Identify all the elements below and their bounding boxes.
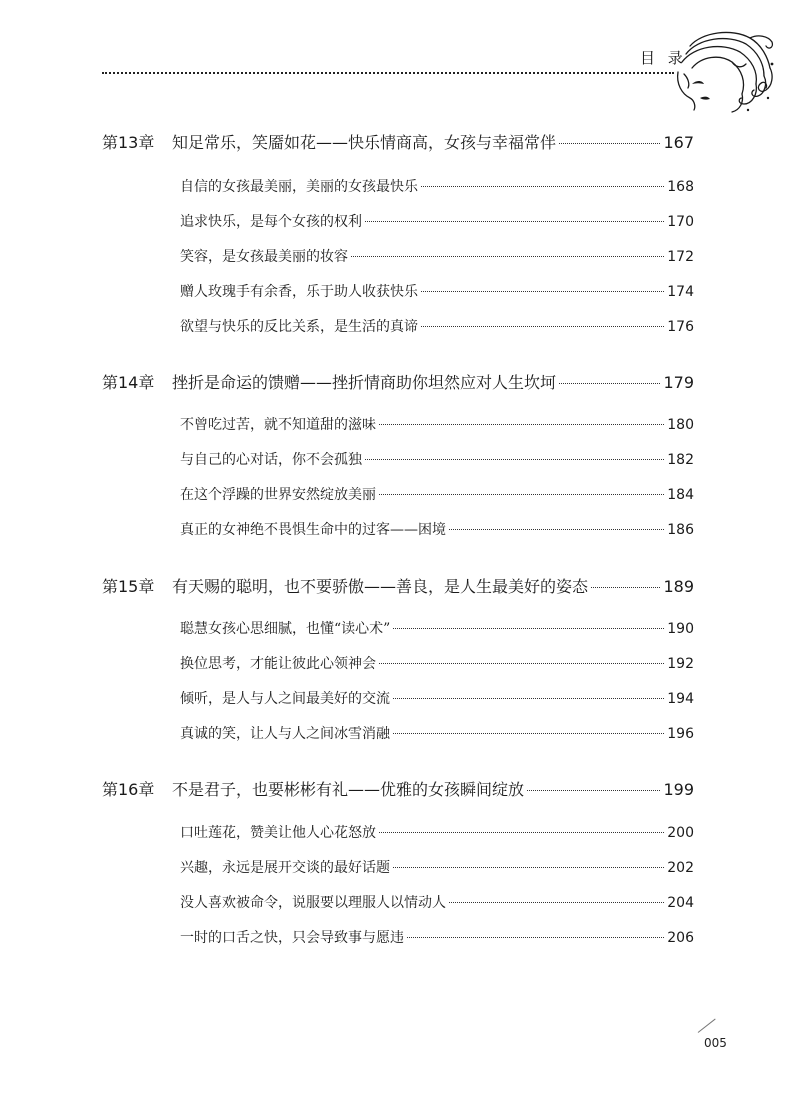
dot-leader [379, 663, 664, 664]
toc-entry-row[interactable] [180, 653, 694, 673]
chapter-page: 179 [663, 373, 694, 392]
toc-entry-row[interactable] [180, 519, 694, 539]
chapter-number: 第13章 [102, 133, 155, 152]
entry-title: 追求快乐，是每个女孩的权利 [180, 214, 362, 230]
dot-leader [393, 867, 664, 868]
entry-page: 206 [667, 930, 694, 946]
entry-page: 172 [667, 249, 694, 265]
entry-page: 200 [667, 825, 694, 841]
dot-leader [351, 256, 664, 257]
chapter-number: 第16章 [102, 780, 155, 799]
entry-title: 兴趣，永远是展开交谈的最好话题 [180, 860, 390, 876]
dot-leader [407, 937, 664, 938]
chapter-13-row[interactable] [102, 130, 694, 153]
entry-page: 184 [667, 487, 694, 503]
entry-title: 在这个浮躁的世界安然绽放美丽 [180, 487, 376, 503]
entry-page: 186 [667, 522, 694, 538]
dot-leader [449, 902, 664, 903]
chapter-title: 知足常乐，笑靥如花——快乐情商高，女孩与幸福常伴 [172, 133, 557, 152]
chapter-14-row[interactable] [102, 370, 694, 393]
toc-entry-row[interactable] [180, 484, 694, 504]
chapter-number: 第14章 [102, 373, 155, 392]
dot-leader [393, 698, 664, 699]
woman-hair-ornament-icon [672, 28, 776, 114]
entry-page: 194 [667, 691, 694, 707]
chapter-page: 199 [663, 780, 694, 799]
header-dotted-rule [102, 72, 674, 74]
dot-leader [421, 291, 664, 292]
entry-title: 真正的女神绝不畏惧生命中的过客——困境 [180, 522, 446, 538]
entry-page: 176 [667, 319, 694, 335]
entry-title: 自信的女孩最美丽，美丽的女孩最快乐 [180, 179, 418, 195]
chapter-16-row[interactable] [102, 777, 694, 800]
entry-title: 一时的口舌之快，只会导致事与愿违 [180, 930, 404, 946]
toc-entry-row[interactable] [180, 211, 694, 231]
chapter-title: 有天赐的聪明，也不要骄傲——善良，是人生最美好的姿态 [172, 577, 589, 596]
entry-page: 170 [667, 214, 694, 230]
toc-entry-row[interactable] [180, 822, 694, 842]
entry-page: 192 [667, 656, 694, 672]
entry-title: 赠人玫瑰手有余香，乐于助人收获快乐 [180, 284, 418, 300]
toc-entry-row[interactable] [180, 927, 694, 947]
entry-title: 笑容，是女孩最美丽的妆容 [180, 249, 348, 265]
entry-page: 196 [667, 726, 694, 742]
chapter-page: 189 [663, 577, 694, 596]
toc-entry-row[interactable] [180, 723, 694, 743]
dot-leader [449, 529, 664, 530]
entry-title: 不曾吃过苦，就不知道甜的滋味 [180, 417, 376, 433]
dot-leader [379, 494, 664, 495]
dot-leader [365, 221, 664, 222]
toc-entry-row[interactable] [180, 618, 694, 638]
toc-entry-row[interactable] [180, 414, 694, 434]
toc-entry-row[interactable] [180, 281, 694, 301]
entry-title: 聪慧女孩心思细腻，也懂“读心术” [180, 621, 391, 637]
dot-leader [393, 628, 664, 629]
entry-page: 182 [667, 452, 694, 468]
entry-title: 换位思考，才能让彼此心领神会 [180, 656, 376, 672]
entry-page: 204 [667, 895, 694, 911]
toc-entry-row[interactable] [180, 316, 694, 336]
toc-entry-row[interactable] [180, 857, 694, 877]
dot-leader [365, 459, 664, 460]
chapter-title: 不是君子，也要彬彬有礼——优雅的女孩瞬间绽放 [172, 780, 525, 799]
page-number: 005 [704, 1036, 727, 1050]
dot-leader [393, 733, 664, 734]
entry-page: 202 [667, 860, 694, 876]
chapter-title: 挫折是命运的馈赠——挫折情商助你坦然应对人生坎坷 [172, 373, 557, 392]
dot-leader [421, 186, 664, 187]
chapter-number: 第15章 [102, 577, 155, 596]
dot-leader [379, 424, 664, 425]
dot-leader [559, 143, 660, 144]
page-title: 目 录 [640, 49, 687, 67]
toc-entry-row[interactable] [180, 176, 694, 196]
entry-page: 174 [667, 284, 694, 300]
entry-page: 180 [667, 417, 694, 433]
dot-leader [559, 383, 660, 384]
toc-entry-row[interactable] [180, 449, 694, 469]
toc-entry-row[interactable] [180, 246, 694, 266]
chapter-page: 167 [663, 133, 694, 152]
dot-leader [421, 326, 664, 327]
entry-title: 口吐莲花，赞美让他人心花怒放 [180, 825, 376, 841]
entry-title: 真诚的笑，让人与人之间冰雪消融 [180, 726, 390, 742]
entry-title: 与自己的心对话，你不会孤独 [180, 452, 362, 468]
entry-title: 欲望与快乐的反比关系，是生活的真谛 [180, 319, 418, 335]
dot-leader [379, 832, 664, 833]
entry-page: 190 [667, 621, 694, 637]
entry-title: 倾听，是人与人之间最美好的交流 [180, 691, 390, 707]
toc-entry-row[interactable] [180, 892, 694, 912]
chapter-15-row[interactable] [102, 574, 694, 597]
entry-page: 168 [667, 179, 694, 195]
dot-leader [527, 790, 660, 791]
entry-title: 没人喜欢被命令，说服要以理服人以情动人 [180, 895, 446, 911]
dot-leader [591, 587, 660, 588]
toc-entry-row[interactable] [180, 688, 694, 708]
page-corner-slash [698, 1019, 716, 1033]
